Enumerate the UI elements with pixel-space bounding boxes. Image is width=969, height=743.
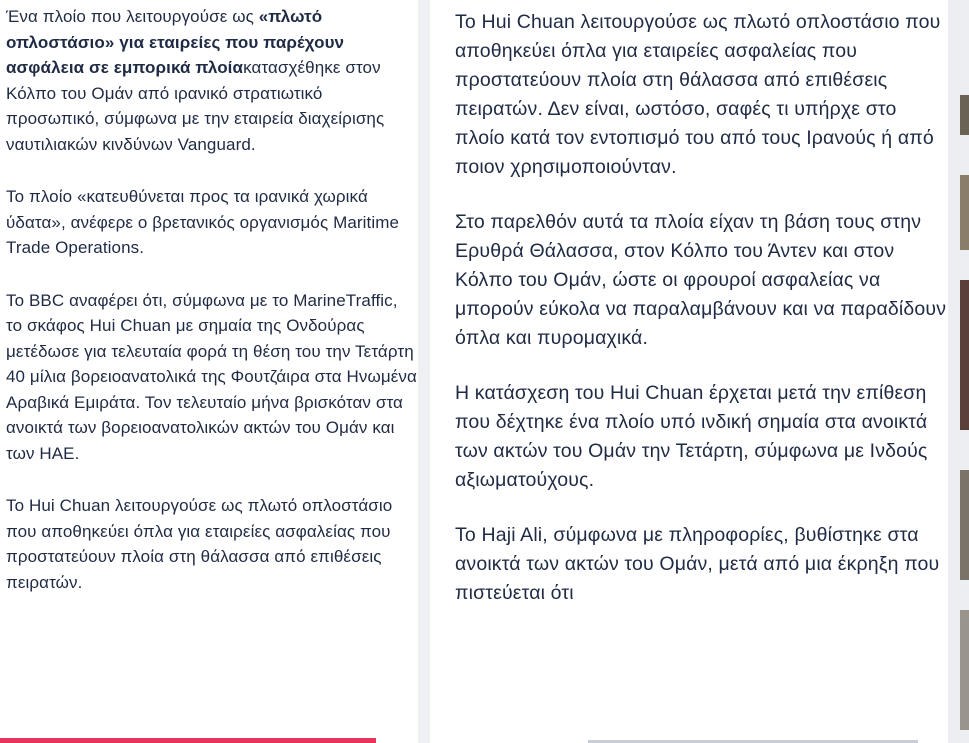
edge-thumbnail-2	[960, 175, 969, 250]
progress-bar	[0, 738, 376, 743]
right-paragraph-4: Το Haji Ali, σύμφωνα με πληροφορίες, βυθίστηκε στα ανοικτά των ακτών του Ομάν, μετά από μια έκρηξη που πιστεύεται ότι	[455, 524, 940, 604]
right-edge-strip	[948, 0, 969, 743]
edge-thumbnail-3	[960, 280, 969, 430]
left-article-column	[0, 0, 418, 743]
left-paragraph-3: Το BBC αναφέρει ότι, σύμφωνα με το MarineTraffic, το σκάφος Hui Chuan με σημαία της Ονδούρας μετέδωσε για τελευταία φορά τη θέση του την Τετάρτη 40 μίλια βορειοανατολικά της Φουτζάιρα στα Ηνωμένα Αραβικά Εμιράτα. Τον τελευταίο μήνα βρισκόταν στα ανοικτά των βορειοανατολικών ακτών του Ομάν και των ΗΑΕ.	[6, 290, 417, 463]
left-p1-rest: κατασχέθηκε στον Κόλπο του Ομάν από ιρανικό στρατιωτικό προσωπικό, σύμφωνα με την εταιρεία διαχείρισης ναυτιλιακών κινδύνων Vanguard.	[6, 58, 385, 154]
left-p1-lead: Ένα πλοίο που λειτουργούσε ως	[6, 7, 259, 26]
right-paragraph-3: Η κατάσχεση του Hui Chuan έρχεται μετά την επίθεση που δέχτηκε ένα πλοίο υπό ινδική σημαία στα ανοικτά των ακτών του Ομάν την Τετάρτη, σύμφωνα με Ινδούς αξιωματούχους.	[455, 382, 928, 491]
left-paragraph-1	[6, 4, 418, 157]
left-p1-bold: «πλωτό οπλοστάσιο» για εταιρείες που παρέχουν ασφάλεια σε εμπορικά πλοία	[6, 7, 345, 77]
edge-thumbnail-4	[960, 470, 969, 580]
left-paragraph-2: Το πλοίο «κατευθύνεται προς τα ιρανικά χωρικά ύδατα», ανέφερε ο βρετανικός οργανισμός Maritime Trade Operations.	[6, 187, 400, 257]
right-paragraph-1: Το Hui Chuan λειτουργούσε ως πλωτό οπλοστάσιο που αποθηκεύει όπλα για εταιρείες ασφαλείας που προστατεύουν πλοία στη θάλασσα από επιθέσεις πειρατών. Δεν είναι, ωστόσο, σαφές τι υπήρχε στο πλοίο κατά τον εντοπισμό του από τους Ιρανούς ή από ποιον χρησιμοποιούνταν.	[455, 11, 941, 178]
right-article-column	[430, 0, 948, 743]
edge-thumbnail-5	[960, 610, 969, 730]
column-divider	[418, 0, 430, 743]
right-paragraph-2: Στο παρελθόν αυτά τα πλοία είχαν τη βάση τους στην Ερυθρά Θάλασσα, στον Κόλπο του Άντεν και στον Κόλπο του Ομάν, ώστε οι φρουροί ασφαλείας να μπορούν εύκολα να παραλαμβάνουν και να παραδίδουν όπλα και πυρομαχικά.	[455, 211, 947, 349]
edge-thumbnail-1	[960, 95, 969, 135]
left-paragraph-4: Το Hui Chuan λειτουργούσε ως πλωτό οπλοστάσιο που αποθηκεύει όπλα για εταιρείες ασφαλείας που προστατεύουν πλοία στη θάλασσα από επιθέσεις πειρατών.	[6, 496, 393, 592]
